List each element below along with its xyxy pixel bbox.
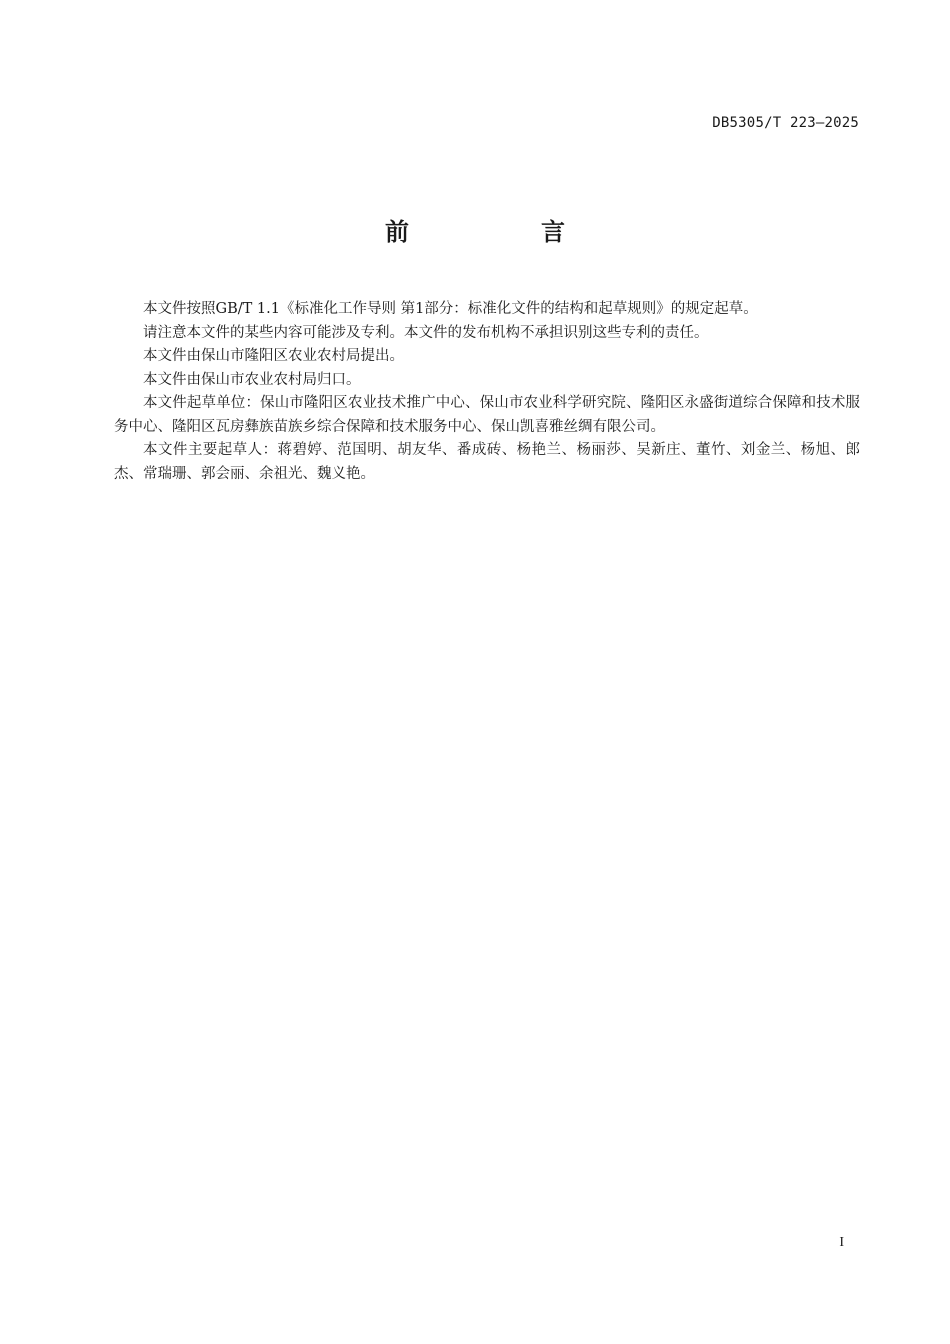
- page-number: I: [839, 1235, 844, 1250]
- page-title: 前 言: [385, 218, 619, 246]
- document-code: DB5305/T 223—2025: [712, 115, 859, 131]
- foreword-body: [114, 298, 860, 486]
- paragraph-patent-notice: 请注意本文件的某些内容可能涉及专利。本文件的发布机构不承担识别这些专利的责任。: [143, 324, 709, 341]
- paragraph-drafting-units: 本文件起草单位：保山市隆阳区农业技术推广中心、保山市农业科学研究院、隆阳区永盛街道综合保障和技术服务中心、隆阳区瓦房彝族苗族乡综合保障和技术服务中心、保山凯喜雅丝绸有限公司。: [114, 395, 860, 435]
- paragraph-proposer: 本文件由保山市隆阳区农业农村局提出。: [143, 348, 404, 364]
- paragraph-drafting-rules: 本文件按照GB/T 1.1《标准化工作导则 第1部分：标准化文件的结构和起草规则》的规定起草。: [143, 301, 758, 317]
- paragraph-administrator: 本文件由保山市农业农村局归口。: [143, 371, 361, 388]
- paragraph-drafters: 本文件主要起草人：蒋碧婷、范国明、胡友华、番成砖、杨艳兰、杨丽莎、吴新庄、董竹、刘金兰、杨旭、郎杰、常瑞珊、郭会丽、余祖光、魏义艳。: [114, 442, 860, 482]
